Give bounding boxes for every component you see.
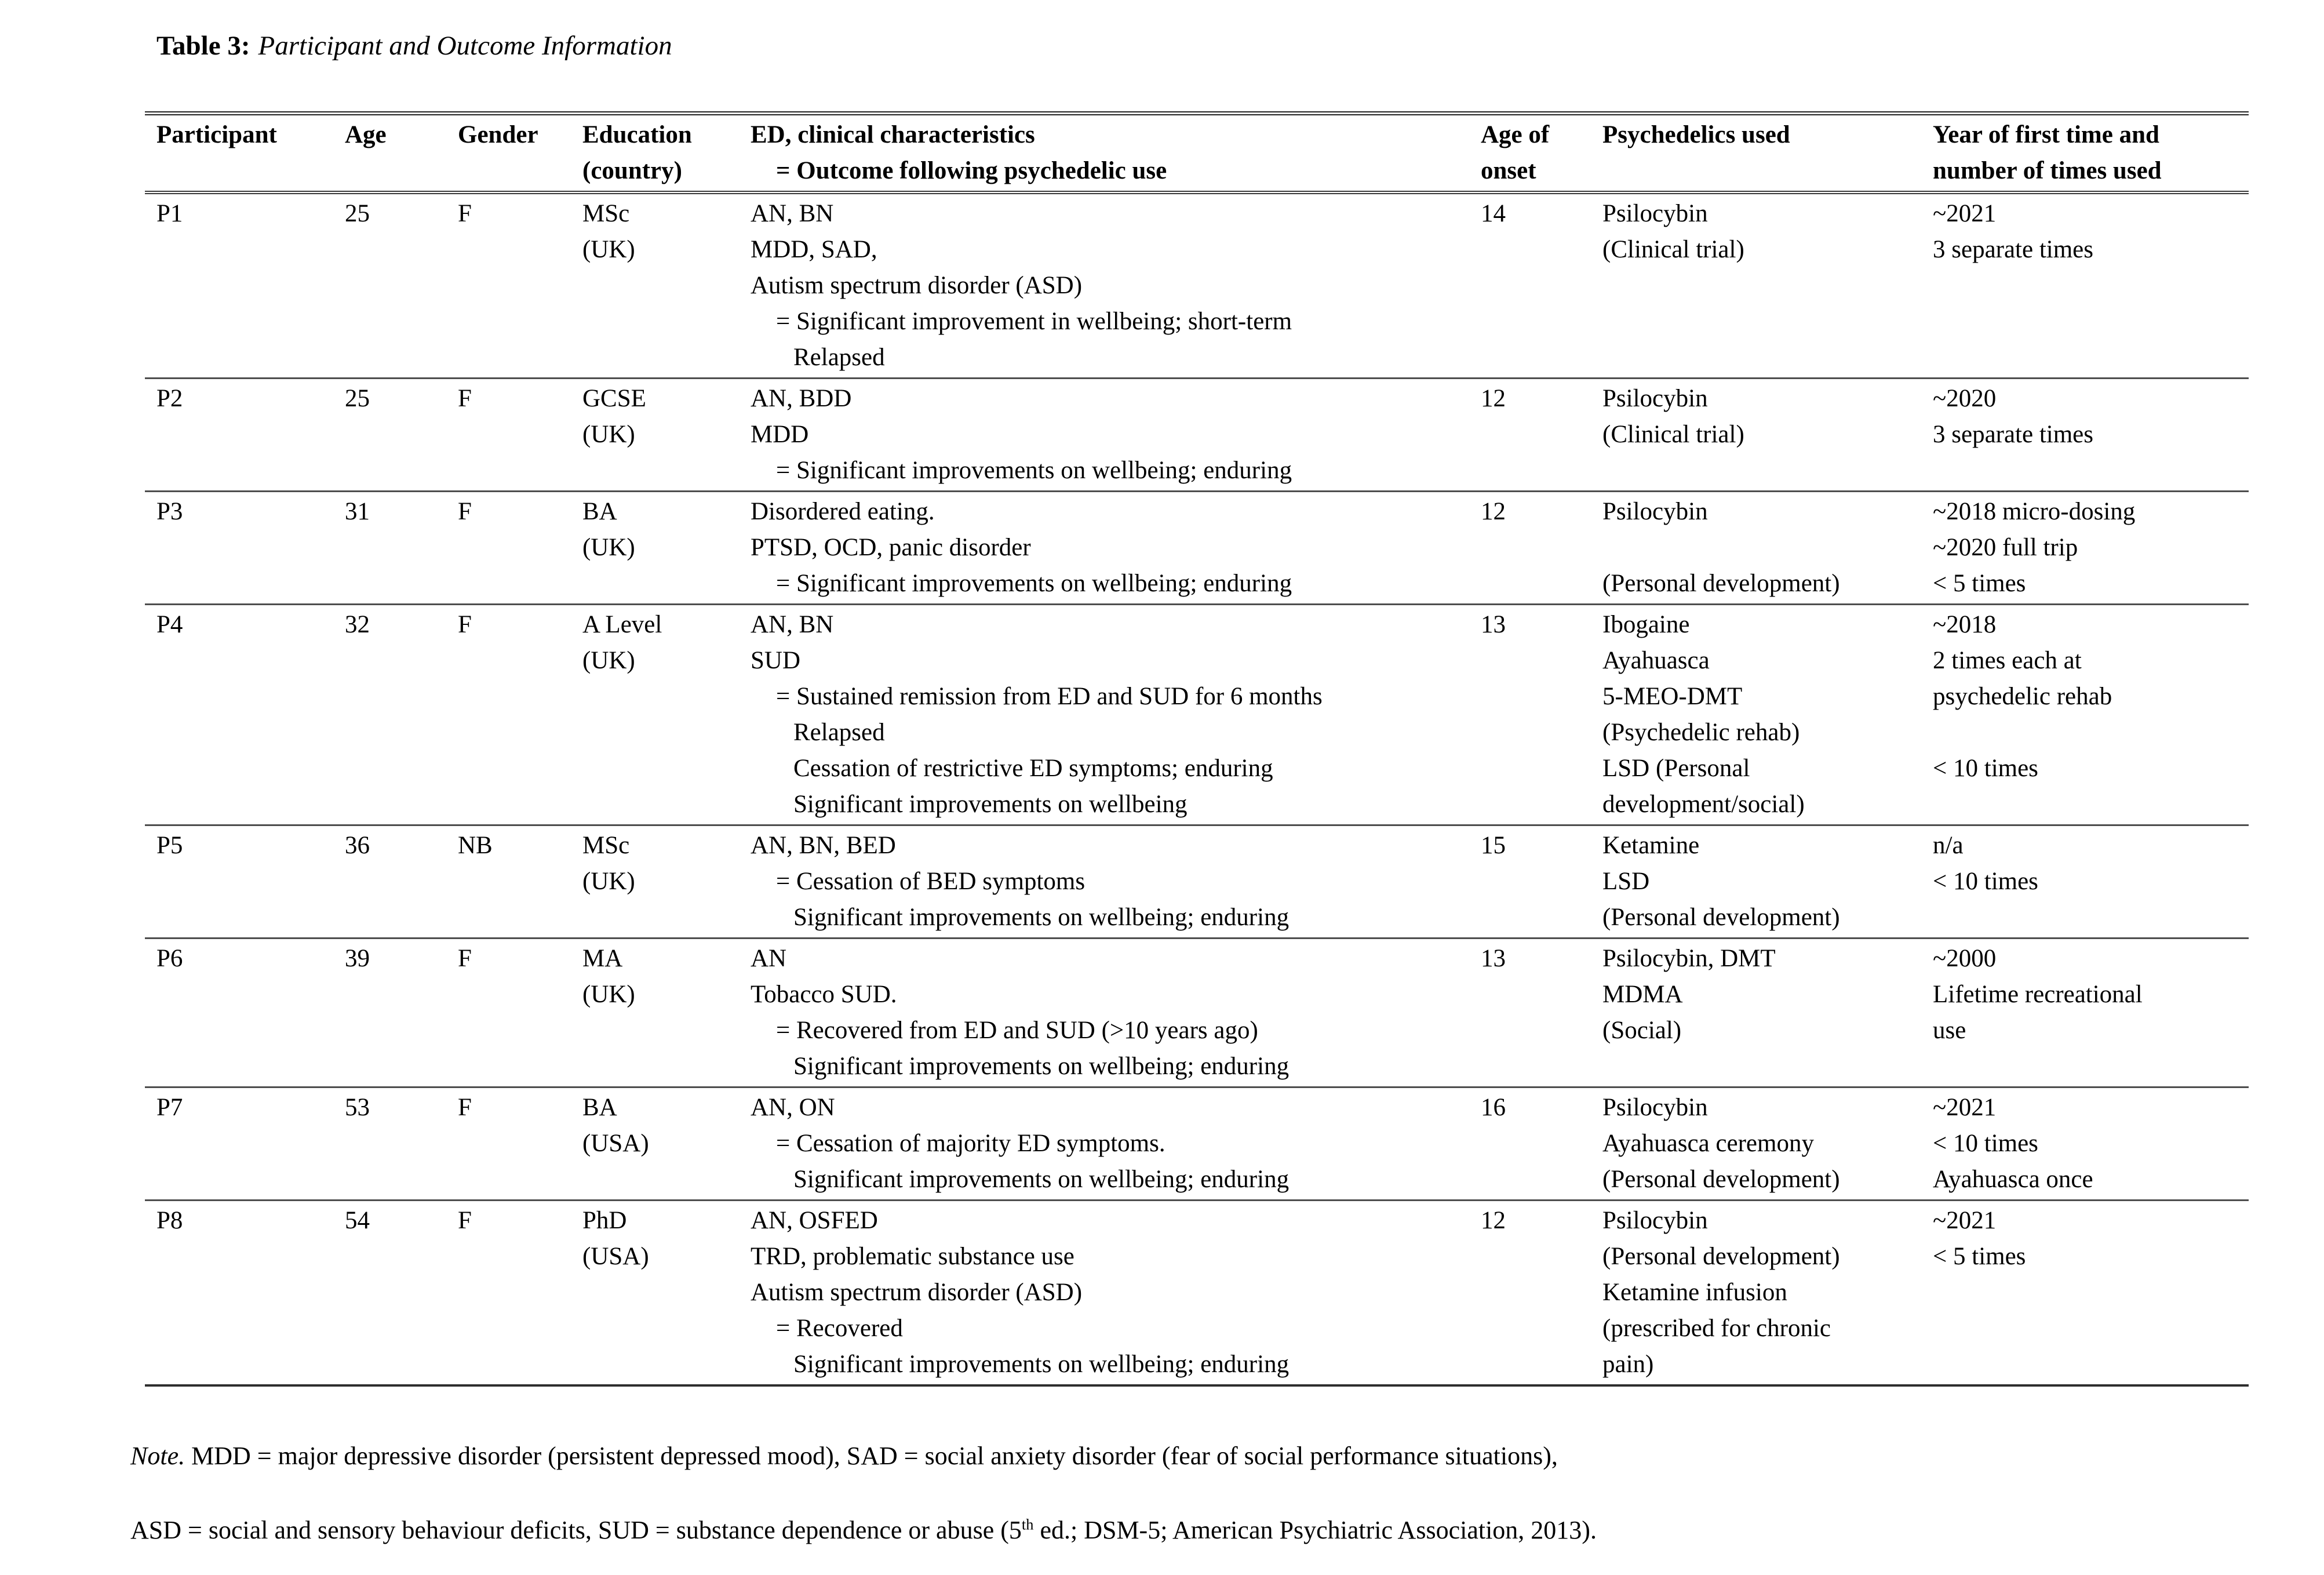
ed-outcome-cell	[751, 826, 1481, 937]
text-line: < 10 times	[1933, 1130, 2038, 1157]
psychedelics-cell	[1602, 492, 1933, 603]
gender-cell	[458, 605, 582, 824]
education-cell	[582, 1201, 751, 1384]
text-line: Significant improvements on wellbeing; enduring	[793, 1166, 1290, 1193]
gender-cell	[458, 826, 582, 937]
text-line: GCSE	[582, 385, 646, 412]
gender-cell	[458, 194, 582, 377]
gender-cell	[458, 939, 582, 1086]
text-line: Relapsed	[793, 344, 885, 371]
age-cell	[345, 826, 458, 937]
onset-cell	[1481, 492, 1602, 603]
header-line: Psychedelics used	[1602, 121, 1790, 148]
header-line: Year of first time and	[1933, 121, 2159, 148]
text-line: < 5 times	[1933, 570, 2026, 597]
text-line: (USA)	[582, 1243, 649, 1270]
gender-cell	[458, 1201, 582, 1384]
text-line: P4	[156, 611, 183, 638]
text-line: 25	[345, 200, 370, 227]
text-line: (Personal development)	[1602, 570, 1840, 597]
text-line: = Sustained remission from ED and SUD for 6 months	[776, 683, 1323, 710]
text-line: ~2021	[1933, 1094, 1997, 1121]
text-line: (Psychedelic rehab)	[1602, 719, 1800, 746]
header-gender	[458, 115, 582, 191]
text-line: MDMA	[1602, 981, 1683, 1008]
text-line: Significant improvements on wellbeing; enduring	[793, 904, 1290, 931]
text-line: n/a	[1933, 832, 1964, 859]
text-line: AN, BN	[751, 611, 834, 638]
text-line: Tobacco SUD.	[751, 981, 897, 1008]
year-cell	[1933, 379, 2249, 490]
text-line: F	[458, 200, 472, 227]
text-line: PhD	[582, 1207, 627, 1234]
text-line: < 5 times	[1933, 1243, 2026, 1270]
text-line: < 10 times	[1933, 755, 2038, 782]
ed-outcome-cell	[751, 492, 1481, 603]
table-header-row	[145, 115, 2249, 194]
psychedelics-cell	[1602, 194, 1933, 377]
text-line: P6	[156, 945, 183, 972]
text-line: F	[458, 1207, 472, 1234]
text-line: LSD	[1602, 868, 1650, 895]
ed-outcome-cell	[751, 939, 1481, 1086]
table-caption-label: Table 3:	[156, 31, 250, 61]
text-line: A Level	[582, 611, 662, 638]
note-label: Note.	[130, 1442, 185, 1470]
education-cell	[582, 492, 751, 603]
header-line: Education	[582, 121, 692, 148]
onset-cell	[1481, 379, 1602, 490]
text-line: Lifetime recreational	[1933, 981, 2143, 1008]
education-cell	[582, 1088, 751, 1199]
education-cell	[582, 379, 751, 490]
header-line: ED, clinical characteristics	[751, 121, 1035, 148]
text-line: Ketamine infusion	[1602, 1279, 1787, 1306]
text-line: AN, BDD	[751, 385, 852, 412]
text-line: P8	[156, 1207, 183, 1234]
table-row	[145, 605, 2249, 826]
header-year-first-time	[1933, 115, 2249, 191]
ed-outcome-cell	[751, 1201, 1481, 1384]
note-text: ASD = social and sensory behaviour deficits, SUD = substance dependence or abuse (5	[130, 1516, 1022, 1544]
text-line: F	[458, 385, 472, 412]
table-caption-title: Participant and Outcome Information	[258, 31, 672, 61]
note-text: ed.; DSM-5; American Psychiatric Association, 2013).	[1033, 1516, 1597, 1544]
table-row	[145, 1088, 2249, 1201]
text-line: 12	[1481, 498, 1506, 525]
header-line: Age	[345, 121, 387, 148]
text-line: 15	[1481, 832, 1506, 859]
year-cell	[1933, 1088, 2249, 1199]
text-line: MDD, SAD,	[751, 236, 877, 263]
age-cell	[345, 605, 458, 824]
text-line: (UK)	[582, 981, 635, 1008]
text-line: PTSD, OCD, panic disorder	[751, 534, 1031, 561]
text-line: 31	[345, 498, 370, 525]
text-line: Significant improvements on wellbeing	[793, 791, 1188, 818]
text-line: psychedelic rehab	[1933, 683, 2112, 710]
psychedelics-cell	[1602, 605, 1933, 824]
header-line: Participant	[156, 121, 277, 148]
text-line: (Personal development)	[1602, 1243, 1840, 1270]
education-cell	[582, 605, 751, 824]
text-line: (Social)	[1602, 1017, 1682, 1044]
text-line: (UK)	[582, 236, 635, 263]
text-line: Ketamine	[1602, 832, 1700, 859]
header-line: = Outcome following psychedelic use	[776, 157, 1167, 184]
text-line: Psilocybin	[1602, 385, 1708, 412]
text-line: 14	[1481, 200, 1506, 227]
text-line: P7	[156, 1094, 183, 1121]
age-cell	[345, 1088, 458, 1199]
onset-cell	[1481, 1201, 1602, 1384]
text-line: Significant improvements on wellbeing; enduring	[793, 1053, 1290, 1080]
note-line-1	[130, 1419, 2324, 1493]
header-line: (country)	[582, 157, 682, 184]
header-age-of-onset	[1481, 115, 1602, 191]
participant-cell	[145, 194, 345, 377]
text-line: pain)	[1602, 1351, 1654, 1378]
table-row	[145, 492, 2249, 605]
text-line: 53	[345, 1094, 370, 1121]
year-cell	[1933, 194, 2249, 377]
text-line: 25	[345, 385, 370, 412]
text-line: = Cessation of majority ED symptoms.	[776, 1130, 1165, 1157]
text-line: P3	[156, 498, 183, 525]
table-row	[145, 1201, 2249, 1387]
text-line	[1933, 715, 2238, 751]
table-body	[145, 194, 2249, 1387]
text-line: 12	[1481, 1207, 1506, 1234]
text-line: Psilocybin	[1602, 200, 1708, 227]
text-line: (prescribed for chronic	[1602, 1315, 1831, 1342]
text-line: Autism spectrum disorder (ASD)	[751, 272, 1083, 299]
year-cell	[1933, 939, 2249, 1086]
text-line: ~2000	[1933, 945, 1997, 972]
text-line: 12	[1481, 385, 1506, 412]
psychedelics-cell	[1602, 939, 1933, 1086]
text-line: BA	[582, 498, 617, 525]
onset-cell	[1481, 605, 1602, 824]
age-cell	[345, 939, 458, 1086]
onset-cell	[1481, 1088, 1602, 1199]
text-line: ~2020 full trip	[1933, 534, 2078, 561]
text-line: Psilocybin, DMT	[1602, 945, 1776, 972]
age-cell	[345, 492, 458, 603]
text-line: ~2018	[1933, 611, 1997, 638]
participant-cell	[145, 379, 345, 490]
participant-cell	[145, 1088, 345, 1199]
text-line: 39	[345, 945, 370, 972]
header-participant	[145, 115, 345, 191]
text-line: Ayahuasca ceremony	[1602, 1130, 1814, 1157]
participant-cell	[145, 1201, 345, 1384]
text-line: 5-MEO-DMT	[1602, 683, 1743, 710]
text-line: Ayahuasca once	[1933, 1166, 2093, 1193]
text-line: 16	[1481, 1094, 1506, 1121]
participant-cell	[145, 605, 345, 824]
age-cell	[345, 194, 458, 377]
ed-outcome-cell	[751, 194, 1481, 377]
year-cell	[1933, 1201, 2249, 1384]
text-line: AN, BN	[751, 200, 834, 227]
text-line: F	[458, 945, 472, 972]
text-line: 32	[345, 611, 370, 638]
ed-outcome-cell	[751, 379, 1481, 490]
onset-cell	[1481, 826, 1602, 937]
text-line: ~2021	[1933, 200, 1997, 227]
text-line: 13	[1481, 611, 1506, 638]
onset-cell	[1481, 939, 1602, 1086]
header-ed-outcome	[751, 115, 1481, 191]
text-line: Ayahuasca	[1602, 647, 1710, 674]
note-superscript: th	[1021, 1515, 1034, 1533]
education-cell	[582, 826, 751, 937]
text-line: = Recovered	[776, 1315, 903, 1342]
header-line: number of times used	[1933, 157, 2162, 184]
text-line: (Personal development)	[1602, 1166, 1840, 1193]
text-line: = Significant improvements on wellbeing; enduring	[776, 570, 1292, 597]
text-line: MSc	[582, 832, 630, 859]
note-line-2	[130, 1493, 2324, 1567]
text-line: TRD, problematic substance use	[751, 1243, 1074, 1270]
psychedelics-cell	[1602, 826, 1933, 937]
text-line: Relapsed	[793, 719, 885, 746]
header-education	[582, 115, 751, 191]
text-line: (UK)	[582, 868, 635, 895]
header-line: Gender	[458, 121, 538, 148]
text-line: = Significant improvement in wellbeing; short-term	[776, 308, 1292, 335]
participant-outcome-table	[145, 111, 2249, 1387]
table-row	[145, 939, 2249, 1088]
note-text: MDD = major depressive disorder (persistent depressed mood), SAD = social anxiety disorder (fear of social performance situations),	[185, 1442, 1558, 1470]
text-line: < 10 times	[1933, 868, 2038, 895]
text-line: Psilocybin	[1602, 498, 1708, 525]
age-cell	[345, 379, 458, 490]
ed-outcome-cell	[751, 1088, 1481, 1199]
text-line: 36	[345, 832, 370, 859]
text-line: (Clinical trial)	[1602, 421, 1744, 448]
header-psychedelics-used	[1602, 115, 1933, 191]
psychedelics-cell	[1602, 1201, 1933, 1384]
text-line: AN	[751, 945, 787, 972]
text-line: P2	[156, 385, 183, 412]
age-cell	[345, 1201, 458, 1384]
text-line: Significant improvements on wellbeing; enduring	[793, 1351, 1290, 1378]
header-line: onset	[1481, 157, 1536, 184]
text-line: AN, OSFED	[751, 1207, 878, 1234]
text-line: 13	[1481, 945, 1506, 972]
participant-cell	[145, 826, 345, 937]
text-line: ~2018 micro-dosing	[1933, 498, 2136, 525]
text-line: Psilocybin	[1602, 1094, 1708, 1121]
table-note	[130, 1419, 2324, 1567]
text-line: (UK)	[582, 421, 635, 448]
text-line: ~2020	[1933, 385, 1997, 412]
text-line: = Cessation of BED symptoms	[776, 868, 1085, 895]
text-line: 2 times each at	[1933, 647, 2082, 674]
text-line: AN, ON	[751, 1094, 835, 1121]
text-line: F	[458, 498, 472, 525]
text-line: MA	[582, 945, 623, 972]
table-caption	[156, 30, 2324, 61]
text-line: AN, BN, BED	[751, 832, 896, 859]
text-line: (UK)	[582, 647, 635, 674]
text-line: (Clinical trial)	[1602, 236, 1744, 263]
text-line	[1602, 530, 1922, 566]
text-line: MDD	[751, 421, 809, 448]
education-cell	[582, 939, 751, 1086]
gender-cell	[458, 492, 582, 603]
text-line: (Personal development)	[1602, 904, 1840, 931]
text-line: ~2021	[1933, 1207, 1997, 1234]
text-line: F	[458, 611, 472, 638]
gender-cell	[458, 379, 582, 490]
text-line: (USA)	[582, 1130, 649, 1157]
text-line: Cessation of restrictive ED symptoms; enduring	[793, 755, 1273, 782]
text-line: MSc	[582, 200, 630, 227]
gender-cell	[458, 1088, 582, 1199]
year-cell	[1933, 605, 2249, 824]
table-row	[145, 194, 2249, 379]
text-line: = Significant improvements on wellbeing; enduring	[776, 457, 1292, 484]
year-cell	[1933, 826, 2249, 937]
text-line: Disordered eating.	[751, 498, 935, 525]
onset-cell	[1481, 194, 1602, 377]
table-row	[145, 379, 2249, 492]
text-line: Psilocybin	[1602, 1207, 1708, 1234]
text-line: 54	[345, 1207, 370, 1234]
participant-cell	[145, 939, 345, 1086]
text-line: Autism spectrum disorder (ASD)	[751, 1279, 1083, 1306]
text-line: P5	[156, 832, 183, 859]
education-cell	[582, 194, 751, 377]
year-cell	[1933, 492, 2249, 603]
text-line: NB	[458, 832, 493, 859]
psychedelics-cell	[1602, 1088, 1933, 1199]
header-line: Age of	[1481, 121, 1550, 148]
text-line: Ibogaine	[1602, 611, 1690, 638]
text-line: 3 separate times	[1933, 421, 2094, 448]
header-age	[345, 115, 458, 191]
ed-outcome-cell	[751, 605, 1481, 824]
text-line: P1	[156, 200, 183, 227]
participant-cell	[145, 492, 345, 603]
table-row	[145, 826, 2249, 939]
text-line: F	[458, 1094, 472, 1121]
text-line: 3 separate times	[1933, 236, 2094, 263]
text-line: = Recovered from ED and SUD (>10 years ago)	[776, 1017, 1258, 1044]
text-line: SUD	[751, 647, 801, 674]
text-line: use	[1933, 1017, 1966, 1044]
text-line: (UK)	[582, 534, 635, 561]
text-line: LSD (Personal	[1602, 755, 1750, 782]
text-line: BA	[582, 1094, 617, 1121]
text-line: development/social)	[1602, 791, 1805, 818]
psychedelics-cell	[1602, 379, 1933, 490]
